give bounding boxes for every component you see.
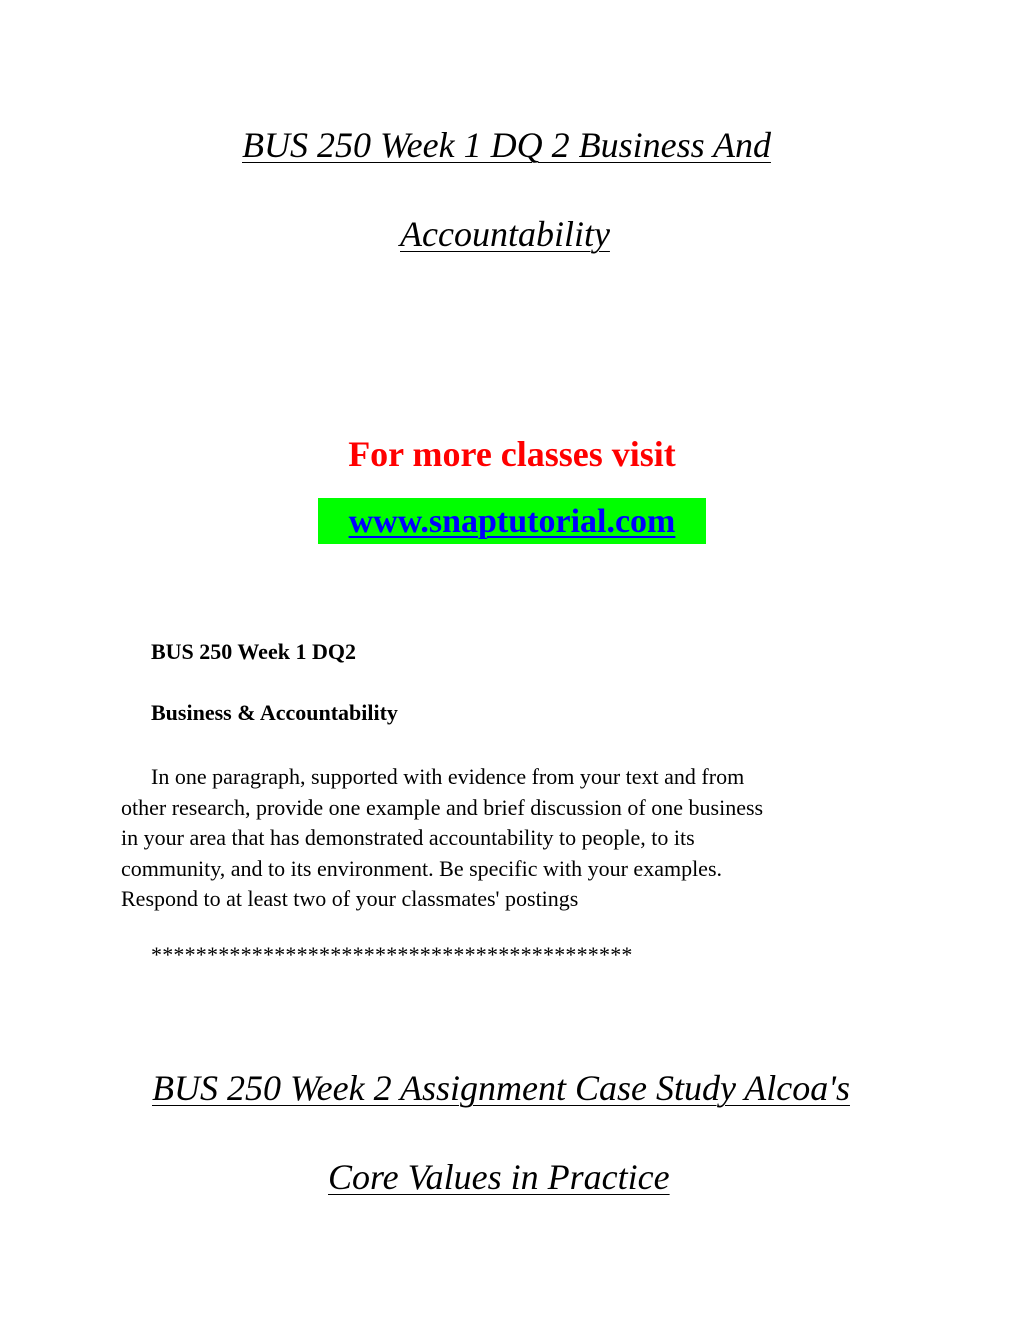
section-title-week2-line1: BUS 250 Week 2 Assignment Case Study Alcoa's	[152, 1068, 850, 1108]
paragraph-line: community, and to its environment. Be specific with your examples.	[121, 855, 723, 881]
question-code: BUS 250 Week 1 DQ2	[151, 639, 356, 664]
paragraph-line: in your area that has demonstrated accountability to people, to its	[121, 825, 695, 850]
question-topic: Business & Accountability	[151, 700, 398, 725]
paragraph-line: Respond to at least two of your classmates' postings	[121, 886, 579, 911]
separator-stars: *******************************************	[151, 942, 633, 967]
question-paragraph	[121, 762, 911, 915]
promo-link-highlight	[318, 498, 706, 544]
snaptutorial-link[interactable]: www.snaptutorial.com	[348, 503, 676, 540]
section-title-week1-line2: Accountability	[400, 214, 610, 254]
section-title-week1-line1: BUS 250 Week 1 DQ 2 Business And	[242, 125, 771, 165]
paragraph-line: other research, provide one example and brief discussion of one business	[121, 794, 764, 820]
section-title-week2-line2: Core Values in Practice	[328, 1157, 670, 1197]
paragraph-line: In one paragraph, supported with evidence from your text and from	[151, 764, 745, 789]
promo-text: For more classes visit	[348, 434, 676, 474]
